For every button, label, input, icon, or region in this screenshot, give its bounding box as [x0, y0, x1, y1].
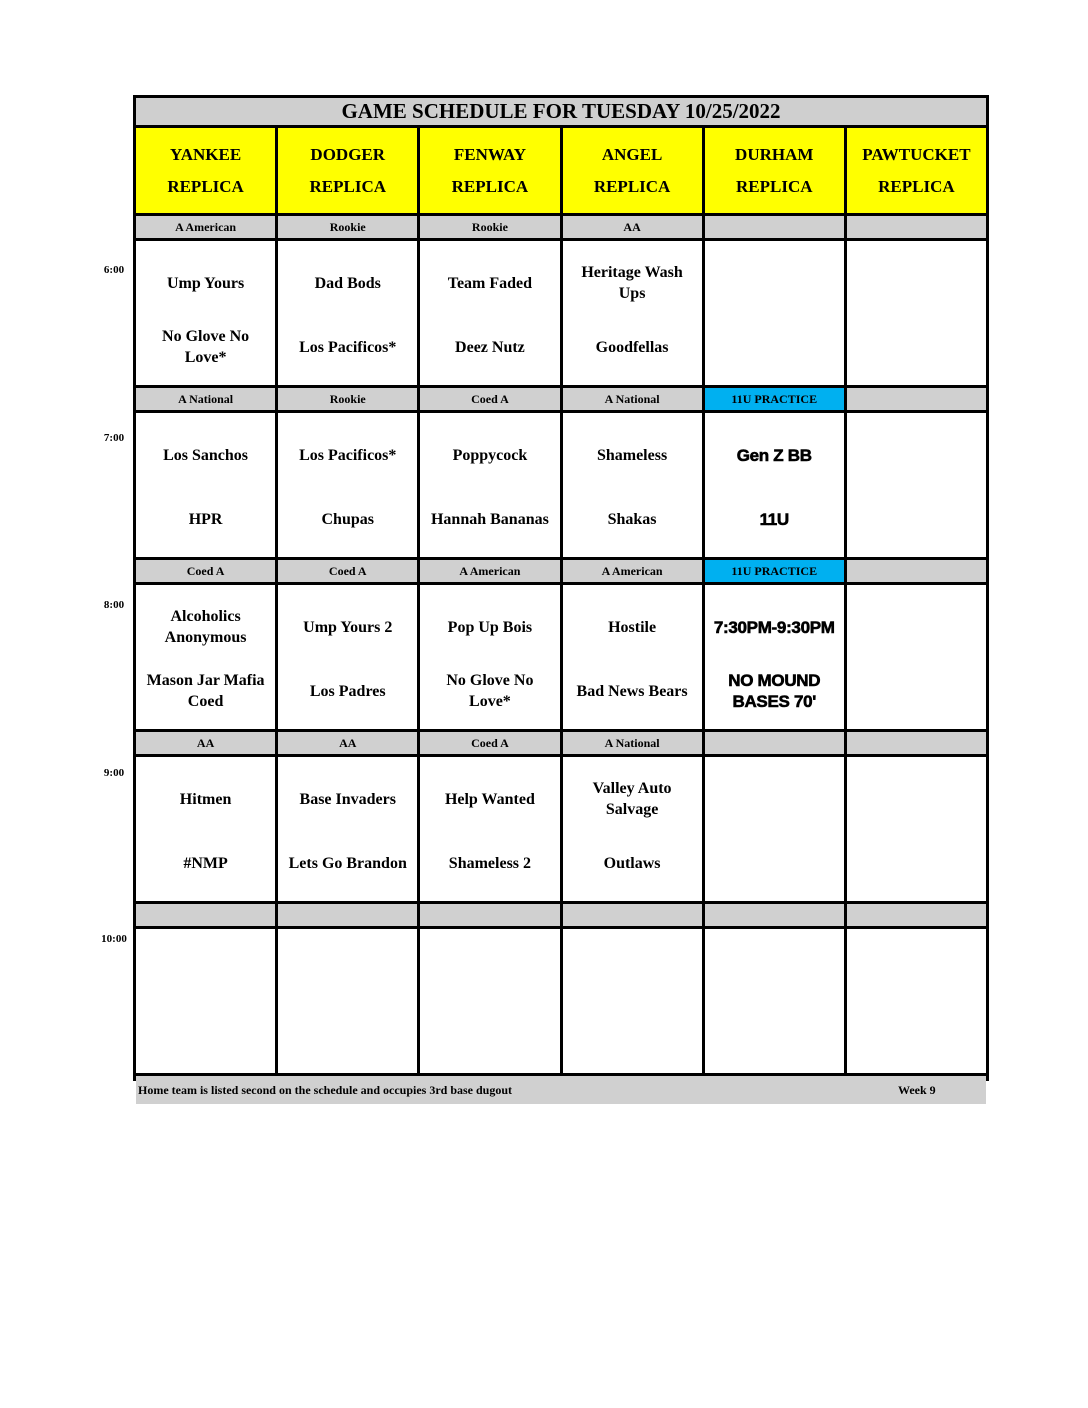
home-team: Goodfellas [595, 338, 669, 356]
game-cell [705, 413, 844, 557]
field-header-angel [563, 128, 702, 213]
away-team: Base Invaders [299, 790, 396, 808]
home-team: Hannah Bananas [430, 510, 549, 528]
field-name: DODGER [310, 144, 386, 164]
schedule-footer [136, 1076, 986, 1104]
field-header-fenway [420, 128, 559, 213]
home-team: Los Pacificos* [299, 338, 397, 356]
game-cell [420, 585, 559, 729]
division-label: Rookie [278, 216, 417, 238]
game-cell [420, 929, 559, 1073]
division-label: A American [136, 216, 275, 238]
schedule-title: GAME SCHEDULE FOR TUESDAY 10/25/2022 [136, 98, 986, 125]
game-cell [847, 241, 986, 385]
game-cell [136, 929, 275, 1073]
away-team: 7:30PM-9:30PM [713, 617, 835, 637]
division-label: A National [136, 388, 275, 410]
home-team: No Glove No Love* [162, 328, 250, 366]
field-name: PAWTUCKET [862, 144, 971, 164]
time-label: 8:00 [103, 599, 125, 611]
away-team: Ump Yours [166, 274, 245, 292]
field-subtitle: REPLICA [593, 176, 671, 196]
game-cell [136, 241, 275, 385]
game-cell [705, 241, 844, 385]
home-team: Los Padres [309, 682, 386, 700]
home-team: Bad News Bears [576, 682, 688, 700]
field-name: FENWAY [453, 144, 526, 164]
time-label: 10:00 [101, 933, 127, 945]
division-label: Rookie [420, 216, 559, 238]
away-team: Dad Bods [314, 274, 381, 292]
game-cell [563, 241, 702, 385]
division-label [705, 216, 844, 238]
game-cell [278, 413, 417, 557]
division-label: A National [563, 732, 702, 754]
division-label: 11U PRACTICE [705, 388, 844, 410]
game-cell [847, 585, 986, 729]
game-cell [420, 241, 559, 385]
away-team: Ump Yours 2 [303, 618, 393, 636]
division-label: Coed A [136, 560, 275, 582]
home-team: Deez Nutz [455, 338, 525, 356]
field-subtitle: REPLICA [735, 176, 813, 196]
away-team: Alcoholics Anonymous [164, 608, 247, 646]
time-label: 6:00 [103, 264, 125, 276]
field-subtitle: REPLICA [878, 176, 955, 196]
away-team: Valley Auto Salvage [592, 780, 672, 818]
game-cell [563, 757, 702, 901]
field-header-dodger [278, 128, 417, 213]
division-label [847, 732, 986, 754]
division-label: Rookie [278, 388, 417, 410]
field-name: YANKEE [169, 144, 242, 164]
time-label: 7:00 [103, 432, 125, 444]
division-label [847, 216, 986, 238]
time-label: 9:00 [103, 767, 125, 779]
away-team: Hitmen [179, 790, 232, 808]
division-label [847, 904, 986, 926]
field-header-pawtucket [847, 128, 986, 213]
away-team: Team Faded [447, 274, 533, 292]
game-cell [563, 413, 702, 557]
division-label [705, 904, 844, 926]
game-cell [847, 757, 986, 901]
division-label: Coed A [420, 388, 559, 410]
away-team: Pop Up Bois [447, 618, 533, 636]
game-cell [705, 757, 844, 901]
field-header-yankee [136, 128, 275, 213]
game-cell [278, 241, 417, 385]
home-team: #NMP [183, 854, 228, 872]
home-team: Shameless 2 [448, 854, 532, 872]
division-label: AA [563, 216, 702, 238]
away-team: Los Pacificos* [299, 446, 397, 464]
home-team: Shakas [607, 510, 657, 528]
division-label [847, 388, 986, 410]
division-label [136, 904, 275, 926]
home-team: Mason Jar Mafia Coed [146, 672, 265, 710]
away-team: Hostile [608, 618, 657, 636]
division-label [705, 732, 844, 754]
division-label: AA [136, 732, 275, 754]
away-team: Shameless [596, 446, 668, 464]
away-team: Poppycock [452, 446, 528, 464]
schedule-sheet [133, 95, 989, 1097]
game-cell [278, 757, 417, 901]
away-team: Help Wanted [444, 790, 535, 808]
division-label [563, 904, 702, 926]
division-label: A American [563, 560, 702, 582]
home-team: 11U [759, 509, 789, 529]
division-label: Coed A [278, 560, 417, 582]
division-label: A American [420, 560, 559, 582]
schedule-grid [136, 98, 986, 1097]
away-team: Heritage Wash Ups [581, 264, 683, 302]
game-cell [847, 929, 986, 1073]
field-name: ANGEL [601, 144, 663, 164]
home-team: HPR [188, 510, 223, 528]
field-subtitle: REPLICA [451, 176, 529, 196]
game-cell [563, 585, 702, 729]
week-label: Week 9 [898, 1083, 936, 1097]
game-cell [420, 413, 559, 557]
division-label [278, 904, 417, 926]
game-cell [563, 929, 702, 1073]
game-cell [278, 585, 417, 729]
home-team: Lets Go Brandon [288, 854, 407, 872]
home-team: NO MOUND BASES 70' [728, 671, 821, 711]
game-cell [278, 929, 417, 1073]
field-name: DURHAM [735, 144, 814, 164]
home-team-note: Home team is listed second on the schedule and occupies 3rd base dugout [138, 1083, 513, 1097]
division-label: Coed A [420, 732, 559, 754]
away-team: Gen Z BB [736, 445, 812, 465]
home-team: Outlaws [603, 854, 661, 872]
field-header-durham [705, 128, 844, 213]
home-team: Chupas [321, 510, 374, 528]
division-label: A National [563, 388, 702, 410]
field-subtitle: REPLICA [167, 176, 244, 196]
game-cell [136, 585, 275, 729]
game-cell [420, 757, 559, 901]
division-label [847, 560, 986, 582]
game-cell [847, 413, 986, 557]
division-label: AA [278, 732, 417, 754]
game-cell [136, 413, 275, 557]
game-cell [136, 757, 275, 901]
field-subtitle: REPLICA [309, 176, 386, 196]
division-label [420, 904, 559, 926]
away-team: Los Sanchos [163, 446, 249, 464]
home-team: No Glove No Love* [446, 672, 534, 710]
game-cell [705, 585, 844, 729]
game-cell [705, 929, 844, 1073]
division-label: 11U PRACTICE [705, 560, 844, 582]
